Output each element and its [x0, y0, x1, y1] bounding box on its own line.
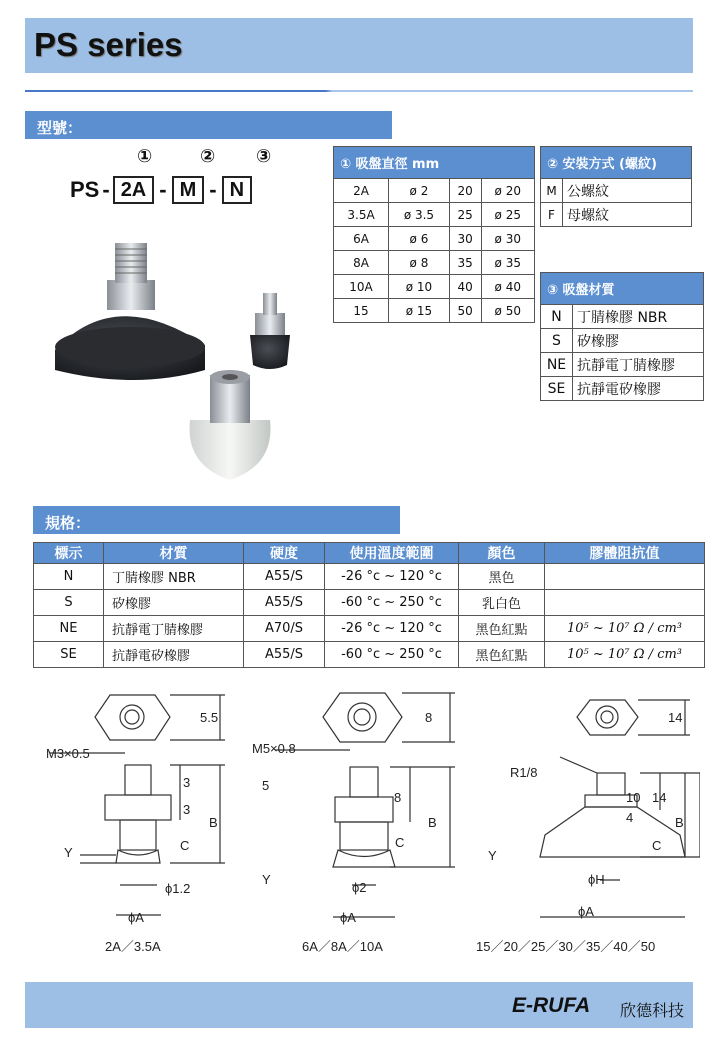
model-dash: -	[209, 177, 217, 202]
table-row	[334, 275, 535, 299]
spec-header: 材質	[104, 543, 244, 564]
model-code-3: N	[222, 176, 252, 204]
cell: 2A	[334, 179, 389, 203]
d1-dim: C	[180, 838, 190, 853]
d1-dim: 3	[183, 802, 191, 817]
table-row	[541, 179, 692, 203]
spec-header: 硬度	[244, 543, 325, 564]
cell: A55/S	[244, 590, 325, 616]
d1-dim: 5.5	[200, 710, 219, 725]
diameter-table-title: ① 吸盤直徑 mm	[334, 147, 535, 179]
cell: 25	[449, 203, 481, 227]
cell: ø 6	[389, 227, 450, 251]
d3-dim: 4	[626, 810, 634, 825]
d3-dim: 14	[652, 790, 667, 805]
d3-caption: 15／20／25／30／35／40／50	[476, 939, 656, 954]
model-dash: -	[102, 177, 110, 202]
d1-dim: ϕA	[128, 910, 144, 925]
cell: 抗靜電矽橡膠	[573, 377, 704, 401]
d3-dim: 10	[626, 790, 641, 805]
cell: -26 °c ~ 120 °c	[325, 616, 459, 642]
cell: 黑色	[459, 564, 545, 590]
divider	[25, 90, 693, 92]
cell: 35	[449, 251, 481, 275]
marker-3: ③	[256, 146, 272, 167]
cell: ø 35	[481, 251, 534, 275]
cell	[545, 564, 705, 590]
cell: 30	[449, 227, 481, 251]
mount-table	[540, 146, 692, 227]
cell: 乳白色	[459, 590, 545, 616]
company-name: 欣德科技	[620, 1001, 685, 1020]
cell: NE	[541, 353, 573, 377]
cell: ø 2	[389, 179, 450, 203]
table-row	[541, 377, 704, 401]
cell: M	[541, 179, 563, 203]
cell: ø 40	[481, 275, 534, 299]
d3-dim: 14	[668, 710, 683, 725]
cell: 矽橡膠	[573, 329, 704, 353]
material-table	[540, 272, 704, 401]
marker-2: ②	[200, 146, 216, 167]
brand-logo: E-RUFA	[512, 994, 591, 1017]
cell: SE	[541, 377, 573, 401]
d1-dim: 3	[183, 775, 191, 790]
table-row	[334, 251, 535, 275]
cell: 8A	[334, 251, 389, 275]
cell: -26 °c ~ 120 °c	[325, 564, 459, 590]
d3-dim: C	[652, 838, 662, 853]
cell: 黑色紅點	[459, 616, 545, 642]
drawing-3	[540, 700, 700, 917]
table-row	[34, 564, 705, 590]
spec-header: 顏色	[459, 543, 545, 564]
spec-heading: 規格：	[33, 506, 400, 534]
cell: 40	[449, 275, 481, 299]
cell: 10⁵ ~ 10⁷ Ω / cm³	[545, 642, 705, 668]
d2-dim: Y	[262, 872, 271, 887]
d3-dim: ϕA	[578, 904, 594, 919]
table-row	[541, 203, 692, 227]
cell: 矽橡膠	[104, 590, 244, 616]
table-row	[541, 353, 704, 377]
model-dash: -	[159, 177, 167, 202]
cell: ø 8	[389, 251, 450, 275]
model-code-1: 2A	[113, 176, 155, 204]
drawing-1	[50, 695, 225, 915]
cell: 6A	[334, 227, 389, 251]
cell: 黑色紅點	[459, 642, 545, 668]
spec-header: 膠體阻抗值	[545, 543, 705, 564]
cell: 3.5A	[334, 203, 389, 227]
material-table-title: ③ 吸盤材質	[541, 273, 704, 305]
table-row	[334, 179, 535, 203]
cell: A70/S	[244, 616, 325, 642]
cell: 抗靜電矽橡膠	[104, 642, 244, 668]
d3-dim: ϕH	[588, 872, 605, 887]
cell: 50	[449, 299, 481, 323]
d2-dim: 8	[425, 710, 433, 725]
cell: ø 25	[481, 203, 534, 227]
model-code-2: M	[172, 176, 205, 204]
cell: 公螺紋	[563, 179, 692, 203]
cell: 丁腈橡膠 NBR	[573, 305, 704, 329]
cell: ø 15	[389, 299, 450, 323]
d2-dim: B	[428, 815, 437, 830]
table-row	[34, 590, 705, 616]
cell: 15	[334, 299, 389, 323]
d2-thread: M5×0.8	[252, 741, 296, 756]
cell: 20	[449, 179, 481, 203]
marker-1: ①	[137, 146, 153, 167]
cell: 丁腈橡膠 NBR	[104, 564, 244, 590]
cell: 母螺紋	[563, 203, 692, 227]
cell: ø 50	[481, 299, 534, 323]
cell: ø 3.5	[389, 203, 450, 227]
d2-dim: ϕA	[340, 910, 356, 925]
cell: ø 20	[481, 179, 534, 203]
cell: A55/S	[244, 642, 325, 668]
d2-dim: 8	[394, 790, 402, 805]
page-title: PS series	[34, 26, 183, 63]
d2-dim: 5	[262, 778, 270, 793]
d2-dim: C	[395, 835, 405, 850]
cell: F	[541, 203, 563, 227]
cell: 抗靜電丁腈橡膠	[104, 616, 244, 642]
model-heading: 型號：	[25, 111, 392, 139]
product-photo	[45, 235, 335, 485]
d2-dim: ϕ2	[352, 880, 367, 895]
table-row	[34, 616, 705, 642]
table-row	[334, 299, 535, 323]
table-row	[541, 305, 704, 329]
cell	[545, 590, 705, 616]
cell: 抗靜電丁腈橡膠	[573, 353, 704, 377]
d3-thread: R1/8	[510, 765, 538, 780]
cell: A55/S	[244, 564, 325, 590]
model-code	[70, 176, 252, 204]
cell: N	[541, 305, 573, 329]
d1-thread: M3×0.5	[46, 746, 90, 761]
table-row	[334, 227, 535, 251]
spec-header: 標示	[34, 543, 104, 564]
d1-caption: 2A／3.5A	[105, 939, 161, 954]
cell: S	[541, 329, 573, 353]
footer-bar	[25, 982, 693, 1028]
d1-dim: ϕ1.2	[165, 881, 191, 896]
mount-table-title: ② 安裝方式 (螺紋)	[541, 147, 692, 179]
cell: ø 30	[481, 227, 534, 251]
cell: 10⁵ ~ 10⁷ Ω / cm³	[545, 616, 705, 642]
d1-dim: B	[209, 815, 218, 830]
cell: ø 10	[389, 275, 450, 299]
d3-dim: Y	[488, 848, 497, 863]
model-prefix: PS	[70, 177, 100, 202]
cell: SE	[34, 642, 104, 668]
table-row	[334, 203, 535, 227]
d2-caption: 6A／8A／10A	[302, 939, 383, 954]
d1-dim: Y	[64, 845, 73, 860]
cell: 10A	[334, 275, 389, 299]
spec-table	[33, 542, 705, 668]
table-row	[541, 329, 704, 353]
d3-dim: B	[675, 815, 684, 830]
cell: N	[34, 564, 104, 590]
cell: -60 °c ~ 250 °c	[325, 590, 459, 616]
spec-header: 使用溫度範圍	[325, 543, 459, 564]
cell: -60 °c ~ 250 °c	[325, 642, 459, 668]
table-row	[34, 642, 705, 668]
diameter-table	[333, 146, 535, 323]
cell: S	[34, 590, 104, 616]
cell: NE	[34, 616, 104, 642]
